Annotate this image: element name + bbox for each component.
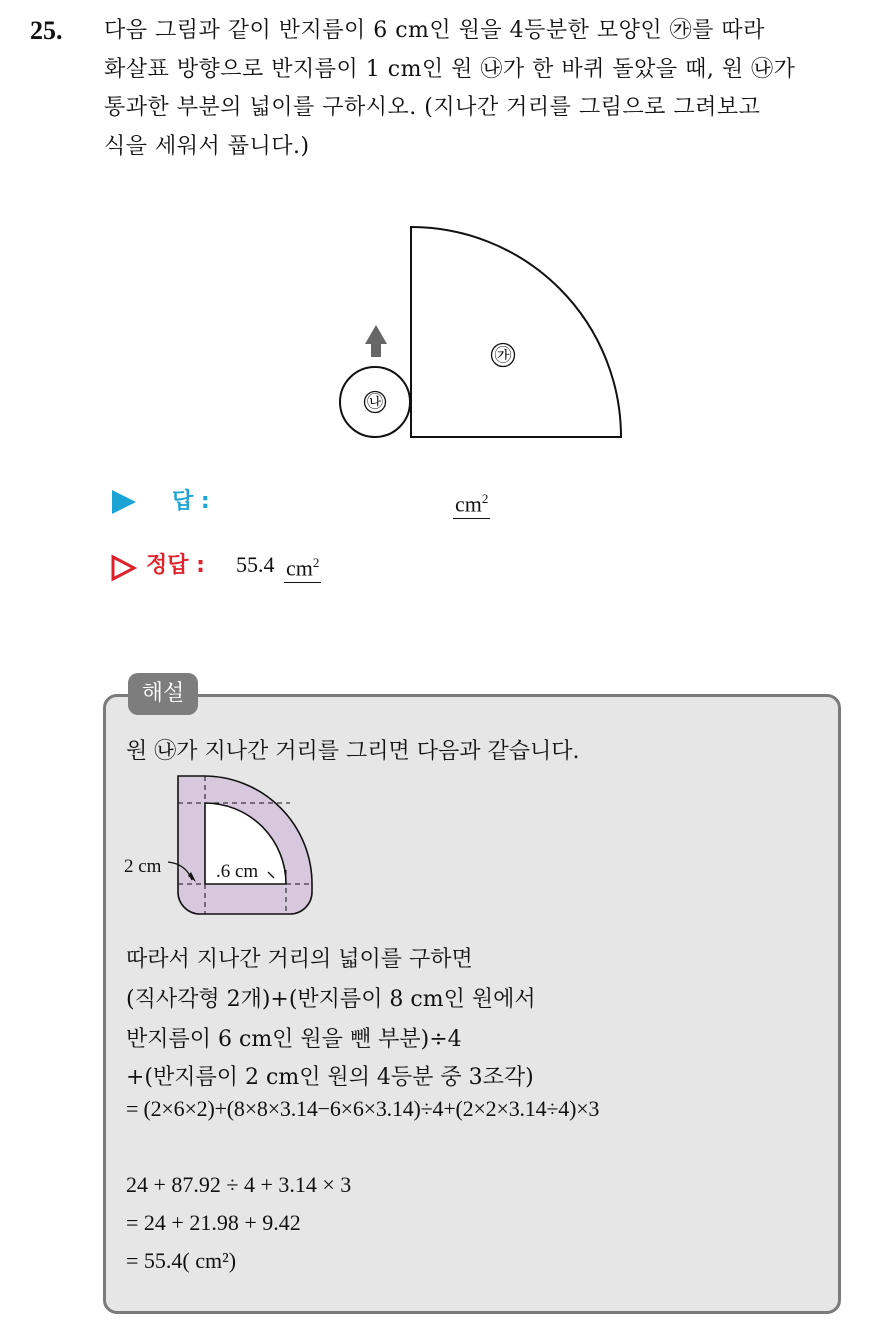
circle-na-label: ㉯ bbox=[366, 392, 384, 411]
question-line: 다음 그림과 같이 반지름이 6 cm인 원을 4등분한 모양인 ㉮를 따라 bbox=[104, 18, 765, 43]
solution-equation: = 24 + 21.98 + 9.42 bbox=[126, 1210, 301, 1235]
question-number: 25. bbox=[30, 16, 63, 45]
solution-intro: 원 ㉯가 지나간 거리를 그리면 다음과 같습니다. bbox=[126, 739, 580, 764]
question-line: 화살표 방향으로 반지름이 1 cm인 원 ㉯가 한 바퀴 돌았을 때, 원 ㉯가 bbox=[104, 56, 796, 82]
label-2cm: 2 cm bbox=[124, 856, 162, 877]
play-outline-icon bbox=[110, 554, 138, 582]
question-line: 식을 세워서 풉니다.) bbox=[104, 133, 310, 159]
label-6cm: .6 cm bbox=[216, 861, 259, 882]
solution-result: = 55.4( cm²) bbox=[126, 1248, 237, 1273]
correct-unit: $cm^2$ bbox=[284, 552, 321, 583]
solution-equation: 24 + 87.92 ÷ 4 + 3.14 × 3 bbox=[126, 1172, 352, 1197]
question-line: 통과한 부분의 넓이를 구하시오. (지나간 거리를 그림으로 그려보고 bbox=[104, 95, 761, 120]
problem-figure bbox=[330, 220, 630, 445]
answer-row bbox=[110, 484, 530, 520]
play-icon bbox=[110, 488, 138, 516]
solution-line: +(반지름이 2 cm인 원의 4등분 중 3조각) bbox=[126, 1065, 534, 1090]
up-arrow-icon bbox=[365, 325, 387, 357]
quarter-label: ㉮ bbox=[494, 346, 512, 366]
correct-label: 정답 : bbox=[146, 553, 205, 578]
correct-value: 55.4 bbox=[236, 552, 275, 577]
solution-line: (직사각형 2개)+(반지름이 8 cm인 원에서 bbox=[126, 987, 536, 1012]
correct-answer-row bbox=[110, 546, 530, 582]
solution-line: 따라서 지나간 거리의 넓이를 구하면 bbox=[126, 947, 473, 972]
solution-equation: = (2×6×2)+(8×8×3.14−6×6×3.14)÷4+(2×2×3.14÷4)×3 bbox=[126, 1096, 600, 1121]
quarter-circle-ga bbox=[411, 227, 621, 437]
answer-label: 답 : bbox=[172, 489, 210, 514]
solution-figure bbox=[120, 770, 320, 920]
solution-line: 반지름이 6 cm인 원을 뺀 부분)÷4 bbox=[126, 1027, 462, 1052]
solution-tag: 해설 bbox=[128, 673, 198, 715]
question-text bbox=[104, 12, 864, 166]
answer-unit: $cm^2$ bbox=[453, 488, 490, 519]
